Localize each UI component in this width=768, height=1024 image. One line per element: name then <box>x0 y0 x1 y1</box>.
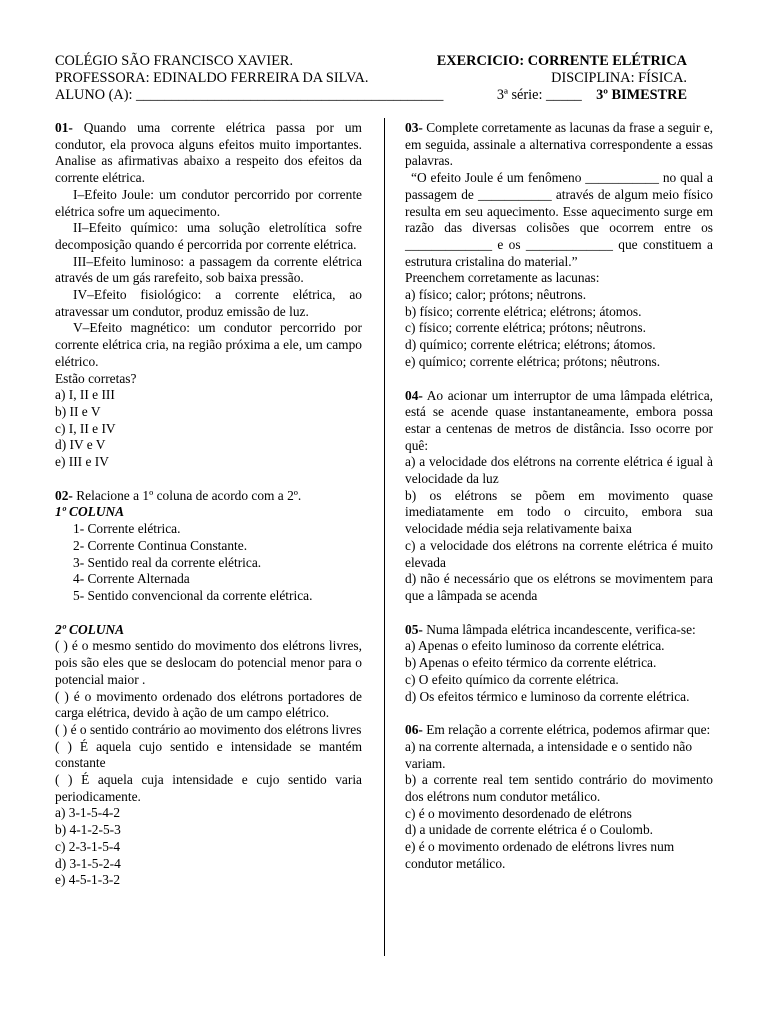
term-label: 3º BIMESTRE <box>596 87 687 103</box>
answer-option: a) I, II e III <box>55 387 115 403</box>
question-number: 02- <box>55 487 73 503</box>
column-2-item: ( ) é o movimento ordenado dos elétrons portadores de carga elétrica, devido à ação de um campo elétrico. <box>55 688 362 721</box>
answer-option: a) na corrente alternada, a intensidade e o sentido não variam. <box>405 738 693 771</box>
answer-option: d) Os efeitos térmico e luminoso da corrente elétrica. <box>405 688 690 704</box>
question-prompt: Preenchem corretamente as lacunas: <box>405 270 600 286</box>
column-1-item: 4- Corrente Alternada <box>73 571 190 587</box>
question-intro: Ao acionar um interruptor de uma lâmpada elétrica, está se acende quase instantaneamente, embora possa estar a centenas de metros de distância. Isso ocorre por quê: <box>405 387 714 453</box>
answer-option: d) 3-1-5-2-4 <box>55 855 121 871</box>
question-number: 03- <box>405 120 423 135</box>
column-divider <box>384 118 385 956</box>
column-1-item: 2- Corrente Continua Constante. <box>73 537 248 553</box>
question-number: 01- <box>55 120 73 135</box>
quote-text: “O efeito Joule é um fenômeno ___________ no qual a passagem de ___________ através de algum meio físico resulta em seu aquecimento. Esse aquecimento surge em razão das diversas colisões que ocorrem entre os _____________ e os _____________ que constituem a estrutura cristalina do material.” <box>405 170 713 269</box>
column-2-title: 2º COLUNA <box>55 621 125 637</box>
header-row-3 <box>55 87 687 104</box>
column-2-item: ( ) É aquela cuja intensidade e cujo sentido varia periodicamente. <box>55 772 362 804</box>
question-intro: Numa lâmpada elétrica incandescente, verifica-se: <box>426 621 696 637</box>
teacher-name: PROFESSORA: EDINALDO FERREIRA DA SILVA. <box>55 70 369 86</box>
answer-option: a) a velocidade dos elétrons na corrente elétrica é igual à velocidade da luz <box>405 454 713 487</box>
statement: III–Efeito luminoso: a passagem da corrente elétrica através de um gás rarefeito, sob baixa pressão. <box>55 253 362 286</box>
answer-option: b) físico; corrente elétrica; elétrons; átomos. <box>405 303 642 319</box>
answer-option: b) os elétrons se põem em movimento quase imediatamente em todo o circuito, embora sua velocidade média seja relativamente baixa <box>405 487 713 537</box>
answer-option: e) 4-5-1-3-2 <box>55 872 121 888</box>
question-intro: Complete corretamente as lacunas da frase a seguir e, em seguida, assinale a alternativa correspondente a essas palavras. <box>405 120 713 169</box>
answer-option: e) III e IV <box>55 454 109 470</box>
answer-option: c) 2-3-1-5-4 <box>55 838 121 854</box>
answer-option: b) II e V <box>55 403 101 419</box>
question-number: 06- <box>405 722 423 738</box>
answer-option: a) físico; calor; prótons; nêutrons. <box>405 287 587 303</box>
series-field: 3ª série: _____ <box>496 87 582 103</box>
answer-option: c) O efeito químico da corrente elétrica. <box>405 671 619 687</box>
question-intro: Quando uma corrente elétrica passa por um condutor, ela provoca alguns efeitos muito importantes. Analise as afirmativas abaixo a respeito dos efeitos da corrente elétrica. <box>55 120 362 186</box>
question-05 <box>405 622 713 639</box>
exercise-title: EXERCICIO: CORRENTE ELÉTRICA <box>436 53 687 69</box>
answer-option: d) não é necessário que os elétrons se movimentem para que a lâmpada se acenda <box>405 571 713 603</box>
question-02 <box>55 488 362 505</box>
question-04 <box>405 388 713 455</box>
answer-option: b) a corrente real tem sentido contrário do movimento dos elétrons num condutor metálico. <box>405 772 713 805</box>
column-2-item: ( ) é o mesmo sentido do movimento dos elétrons livres, pois são eles que se deslocam do potencial menor para o potencial maior . <box>55 638 362 687</box>
question-number: 05- <box>405 621 423 637</box>
column-1-title: 1º COLUNA <box>55 504 125 520</box>
question-01 <box>55 120 362 187</box>
answer-option: c) físico; corrente elétrica; prótons; nêutrons. <box>405 320 646 336</box>
statement: V–Efeito magnético: um condutor percorrido por corrente elétrica cria, na região próxima a ele, um campo elétrico. <box>55 320 362 369</box>
answer-option: a) Apenas o efeito luminoso da corrente elétrica. <box>405 638 665 654</box>
series-term <box>497 87 687 104</box>
column-2-item: ( ) É aquela cujo sentido e intensidade se mantém constante <box>55 738 362 771</box>
answer-option: e) químico; corrente elétrica; prótons; nêutrons. <box>405 353 661 369</box>
right-column <box>405 120 713 873</box>
question-06 <box>405 722 713 739</box>
discipline: DISCIPLINA: FÍSICA. <box>551 70 687 86</box>
statement: II–Efeito químico: uma solução eletrolítica sofre decomposição quando é percorrida por corrente elétrica. <box>55 220 362 252</box>
column-1-item: 1- Corrente elétrica. <box>73 521 181 537</box>
answer-option: d) a unidade de corrente elétrica é o Coulomb. <box>405 822 653 838</box>
column-1-item: 5- Sentido convencional da corrente elétrica. <box>73 587 313 603</box>
question-intro: Relacione a 1º coluna de acordo com a 2º. <box>76 487 302 503</box>
statement: IV–Efeito fisiológico: a corrente elétrica, ao atravessar um condutor, produz emissão de luz. <box>55 287 362 319</box>
answer-option: d) químico; corrente elétrica; elétrons; átomos. <box>405 337 656 353</box>
answer-option: a) 3-1-5-4-2 <box>55 805 121 821</box>
answer-option: c) é o movimento desordenado de elétrons <box>405 805 632 821</box>
answer-option: b) 4-1-2-5-3 <box>55 822 121 838</box>
school-name: COLÉGIO SÃO FRANCISCO XAVIER. <box>55 53 294 69</box>
statement: I–Efeito Joule: um condutor percorrido por corrente elétrica sofre um aquecimento. <box>55 186 362 219</box>
answer-option: e) é o movimento ordenado de elétrons livres num condutor metálico. <box>405 839 675 871</box>
answer-option: b) Apenas o efeito térmico da corrente elétrica. <box>405 655 657 671</box>
column-1-item: 3- Sentido real da corrente elétrica. <box>73 554 262 570</box>
answer-option: c) a velocidade dos elétrons na corrente elétrica é muito elevada <box>405 537 713 570</box>
column-2-item: ( ) é o sentido contrário ao movimento dos elétrons livres <box>55 721 362 737</box>
question-number: 04- <box>405 387 423 403</box>
student-line: ALUNO (A): ___________________________________________ <box>55 87 444 103</box>
answer-option: d) IV e V <box>55 437 106 453</box>
left-column <box>55 120 362 889</box>
header-row-1 <box>55 53 687 70</box>
answer-option: c) I, II e IV <box>55 420 116 436</box>
header-row-2 <box>55 70 687 87</box>
question-03 <box>405 120 713 170</box>
question-prompt: Estão corretas? <box>55 370 137 386</box>
question-intro: Em relação a corrente elétrica, podemos afirmar que: <box>426 722 711 738</box>
